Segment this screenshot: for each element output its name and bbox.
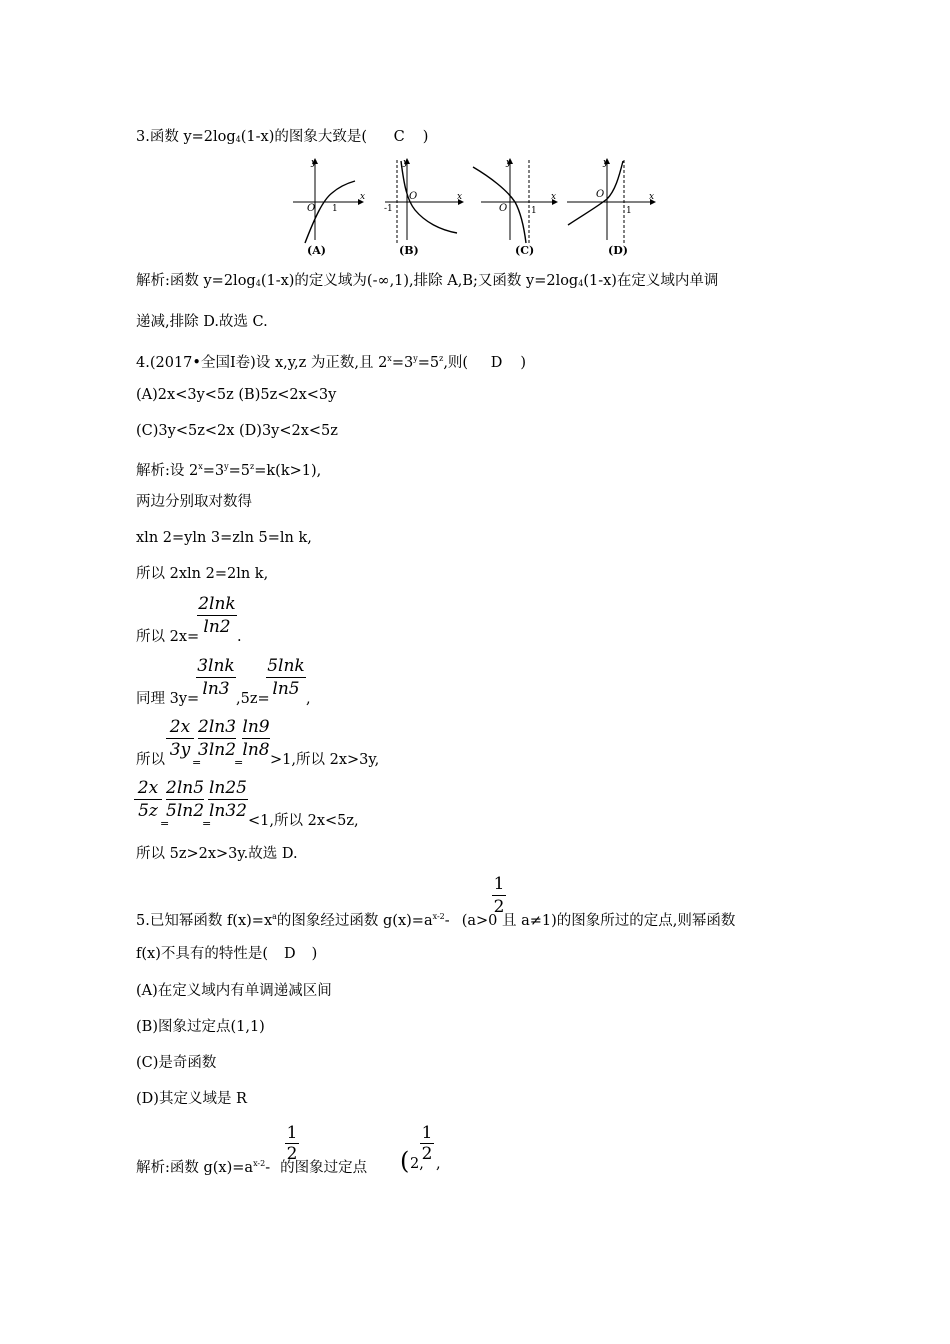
q3-question: 3.函数 $y=2\log_4(1-x)$的图象大致是( C ) (136, 129, 429, 145)
graph-d-label: (D) (608, 244, 628, 257)
q5-option-a: (A)在定义域内有单调递减区间 (136, 983, 332, 999)
q4-solution-6-mid: ,5z= (236, 691, 270, 707)
graph-c (473, 158, 557, 257)
q4-solution-9: 所以 5z>2x>3y.故选 D. (136, 846, 298, 862)
graph-b-o: O (409, 191, 418, 202)
graph-a-o: O (307, 203, 316, 214)
q4-solution-5-prefix: 所以 2x= (136, 629, 200, 645)
eq-sign-2: = (234, 756, 244, 769)
q4-solution-8-suffix: <1,所以 2x<5z, (248, 813, 359, 829)
q5-option-c: (C)是奇函数 (136, 1055, 217, 1071)
graph-a-1: 1 (332, 204, 338, 214)
q5-solution: 解析:函数 $g(x)=a^{x-2}-$ 的图象过定点 (136, 1159, 368, 1176)
graph-b-y: y (403, 158, 409, 168)
frac-ln9-ln8: ln9 ln8 (242, 717, 270, 760)
graph-b-label: (B) (399, 244, 419, 257)
q4-solution-6-suffix: , (306, 691, 311, 707)
frac-3lnk-ln3: 3lnk ln3 (197, 656, 235, 699)
q5-question-line1: 5.已知幂函数 $f(x)=x^a$的图象经过函数 $g(x)=a^{x-2}-$ (a>0 且 a≠1)的图象所过的定点,则幂函数 (136, 912, 736, 929)
q5-point-x: 2, (410, 1156, 424, 1172)
frac-2x-3y: 2x 3y (166, 716, 194, 761)
paren-left-icon: ( (400, 1147, 410, 1175)
q5-point-tail: , (436, 1156, 441, 1172)
graph-b-x: x (457, 192, 463, 202)
frac-ln25-ln32: ln25 ln32 (208, 778, 248, 821)
q5-option-b: (B)图象过定点(1,1) (136, 1019, 265, 1035)
graph-c-1: 1 (531, 206, 537, 216)
graph-a-y: y (311, 158, 317, 168)
frac-2ln3-3ln2: 2ln3 3ln2 (198, 717, 237, 760)
q5-sol-half-fraction: 1 2 (286, 1123, 298, 1164)
graph-b (384, 158, 463, 257)
q5-question-line2: f(x)不具有的特性是( D ) (136, 946, 318, 962)
graph-c-label: (C) (515, 244, 535, 257)
q4-options-ab: (A)2x<3y<5z (B)5z<2x<3y (136, 387, 337, 403)
frac-2x-5z: 2x 5z (134, 777, 162, 822)
q4-solution-3: xln 2=yln 3=zln 5=ln k, (136, 530, 312, 546)
graph-d-o: O (596, 189, 605, 200)
q4-options-cd: (C)3y<5z<2x (D)3y<2x<5z (136, 423, 338, 439)
q3-solution-line2: 递减,排除 D.故选 C. (136, 314, 268, 330)
q5-half-fraction: 1 2 (493, 874, 505, 917)
graph-c-y: y (506, 158, 512, 168)
frac-5lnk-ln5: 5lnk ln5 (267, 656, 305, 699)
q4-solution-6-prefix: 同理 3y= (136, 691, 200, 707)
graph-d-x: x (649, 192, 655, 202)
graph-a-label: (A) (307, 244, 326, 257)
q5-answer: D (284, 946, 296, 962)
q4-solution-2: 两边分别取对数得 (136, 494, 252, 510)
graph-b-neg1: -1 (384, 204, 393, 214)
q4-solution-1: 解析:设 $2^x=3^y=5^z=k(k>1)$, (136, 462, 322, 479)
q3-answer: C (393, 129, 405, 145)
q3-graphs (285, 155, 665, 260)
q4-answer: D (490, 355, 503, 371)
eq-sign-1: = (192, 756, 202, 769)
graph-d-1: 1 (626, 206, 632, 216)
q5-option-d: (D)其定义域是 R (136, 1091, 247, 1107)
graph-c-o: O (499, 203, 508, 214)
graph-c-x: x (551, 192, 557, 202)
q3-solution-line1: 解析:函数 $y=2\log_4(1-x)$的定义域为(-∞,1),排除 A,B;又函数 $y=2\log_4(1-x)$在定义域内单调 (136, 273, 719, 289)
q4-solution-7-suffix: >1,所以 2x>3y, (270, 752, 380, 768)
frac-2ln5-5ln2: 2ln5 5ln2 (166, 778, 205, 821)
frac-2lnk-ln2: 2lnk ln2 (198, 594, 236, 637)
q4-question: 4.(2017•全国Ⅰ卷)设 x,y,z 为正数,且 $2^x=3^y=5^z$,则( D ) (136, 354, 527, 371)
q4-solution-4: 所以 2xln 2=2ln k, (136, 566, 269, 582)
eq-sign-3: = (160, 817, 170, 830)
q4-solution-5-suffix: . (237, 629, 242, 645)
q5-point-y-fraction: 1 2 (421, 1123, 433, 1164)
graph-a (293, 158, 365, 257)
graph-a-x: x (360, 192, 366, 202)
graph-d-y: y (603, 158, 609, 168)
eq-sign-4: = (202, 817, 212, 830)
q4-solution-7-prefix: 所以 (136, 752, 165, 768)
graph-d (567, 158, 655, 257)
